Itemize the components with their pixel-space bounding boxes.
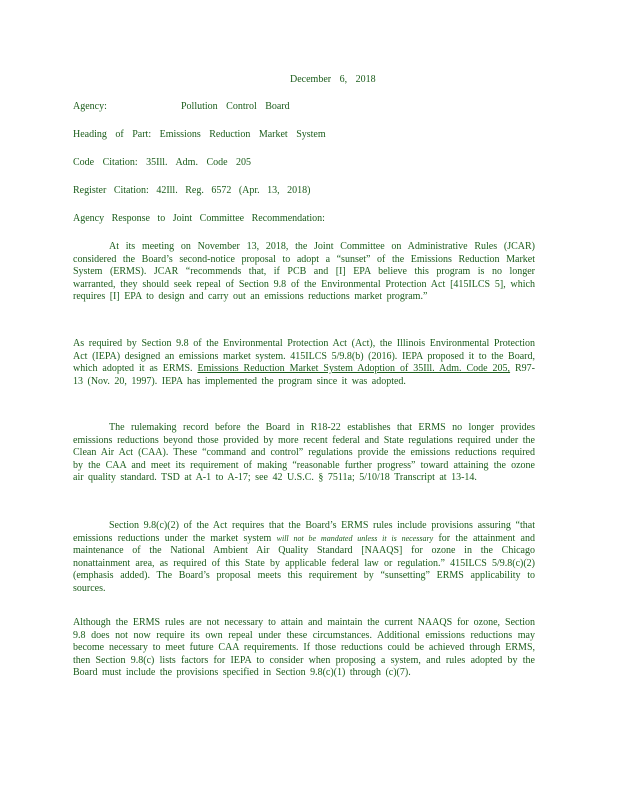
paragraph-text: At its meeting on November 13, 2018, the Joint Committee on Administrative Rules (JCAR) considered the Board’s second-notice proposal to adopt a “sunset” of the Emissions Reduction Market System (ERMS). JCAR “recommends that, if PCB and [I] EPA believe this program is no longer warranted, they should seek repeal of Section 9.8 of the Environmental Protection Act [415ILCS 5], which requires [I] EPA to design and carry out an emissions reductions market program.” — [73, 241, 535, 303]
paragraph-jcar-recommendation — [73, 241, 535, 304]
code-citation: Code Citation: 35Ill. Adm. Code 205 — [73, 157, 252, 168]
paragraph-text — [73, 338, 535, 388]
paragraph-future-requirements — [73, 617, 535, 680]
heading-of-part: Heading of Part: Emissions Reduction Market System — [73, 129, 326, 140]
paragraph-text-start: Section 9.8(c)(2) of the Act requires that the Board’s ERMS rules include provisions assuring “that emissions reductions under the market system — [73, 520, 535, 544]
paragraph-section-requirements — [73, 520, 535, 596]
paragraph-text: Although the ERMS rules are not necessary to attain and maintain the current NAAQS for ozone, Section 9.8 does not now require its own repeal under these circumstances. Additional emissions reductions may become necessary to meet future CAA requirements. If those reductions could be achieved through ERMS, then Section 9.8(c) lists factors for IEPA to consider when proposing a system, and rules adopted by the Board must include the provisions specified in Section 9.8(c)(1) through (c)(7). — [73, 617, 535, 679]
paragraph-text-end: for the attainment and maintenance of the National Ambient Air Quality Standard [NAAQS] for ozone in the Chicago nonattainment area, as required of this State by applicable federal law or regulation.” 415ILCS 5/9.8(c)(2) (emphasis added). The Board’s proposal meets this requirement by “sunsetting” ERMS applicability to sources. — [73, 532, 535, 594]
case-citation: Emissions Reduction Market System Adoption of 35Ill. Adm. Code 205, — [197, 363, 511, 375]
agency-response-heading: Agency Response to Joint Committee Recommendation: — [73, 213, 325, 224]
document-date: December 6, 2018 — [290, 74, 376, 85]
paragraph-text — [73, 520, 535, 596]
agency-label: Agency: — [73, 101, 107, 112]
register-citation: Register Citation: 42Ill. Reg. 6572 (Apr. 13, 2018) — [73, 185, 311, 196]
paragraph-text-end: R97-13 (Nov. 20, 1997). IEPA has implemented the program since it was adopted. — [73, 363, 536, 387]
emphasized-text: will not be mandated unless it is necessary — [276, 533, 434, 543]
paragraph-rulemaking-record — [73, 422, 535, 485]
paragraph-text: The rulemaking record before the Board in R18-22 establishes that ERMS no longer provides emissions reductions beyond those provided by more recent federal and State regulations required under the Clean Air Act (CAA). These “command and control” regulations provide the emissions reductions required by the CAA and meet its requirement of making “reasonable further progress” toward attaining the ozone air quality standard. TSD at A-1 to A-17; see 42 U.S.C. § 7511a; 5/10/18 Transcript at 13-14. — [73, 422, 535, 484]
agency-line — [73, 101, 290, 114]
paragraph-text-start: As required by Section 9.8 of the Environmental Protection Act (Act), the Illinois Environmental Protection Act (IEPA) designed an emissions market system. 415ILCS 5/9.8(b) (2016). IEPA proposed it to the Board, which adopted it as ERMS. — [73, 338, 535, 375]
agency-value: Pollution Control Board — [181, 101, 290, 112]
paragraph-erms-history — [73, 338, 535, 388]
